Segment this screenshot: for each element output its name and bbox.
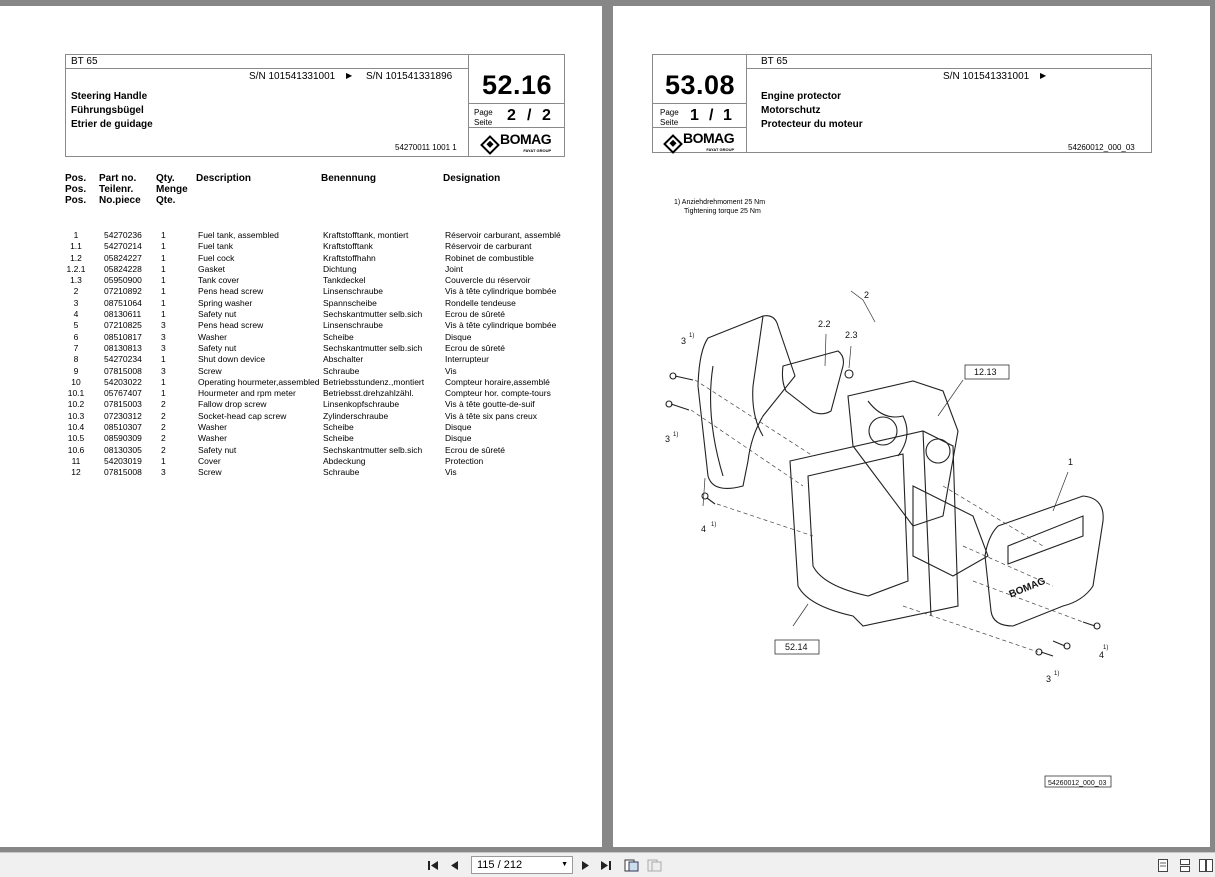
cell-qty: 2: [161, 444, 166, 455]
cell-des: Ecrou de sûreté: [445, 342, 506, 353]
cell-qty: 2: [161, 410, 166, 421]
cell-part: 08510307: [104, 422, 142, 433]
cell-pos: 10: [71, 376, 81, 387]
col-description: Description: [196, 173, 252, 184]
cell-part: 54203022: [104, 376, 142, 387]
cell-qty: 1: [161, 388, 166, 399]
cell-ben: Sechskantmutter selb.sich: [323, 444, 423, 455]
cell-ben: Schraube: [323, 467, 360, 478]
page-label-en: Page: [474, 108, 493, 117]
cell-des: Vis à tête cylindrique bombée: [445, 320, 557, 331]
cell-pos: 3: [73, 297, 79, 308]
col-qty: Qty. Menge Qte.: [156, 173, 188, 206]
cell-des: Couvercle du réservoir: [445, 275, 531, 286]
cell-desc: Spring washer: [198, 297, 253, 308]
cell-qty: 3: [161, 342, 166, 353]
callout-3b: 3: [665, 434, 671, 444]
cell-part: 07815008: [104, 467, 142, 478]
cell-part: 08590309: [104, 433, 142, 444]
page-total: 1: [723, 107, 732, 124]
cell-pos: 5: [73, 320, 79, 331]
cell-pos: 2: [73, 286, 79, 297]
callout-2-3: 2.3: [845, 330, 858, 340]
cell-ben: Abdeckung: [323, 455, 366, 466]
cell-des: Protection: [445, 455, 484, 466]
col-part-no: Part no. Teilenr. No.piece: [99, 173, 141, 206]
left-shell: [698, 316, 795, 489]
cell-part: 05767407: [104, 388, 142, 399]
model-label: BT 65: [761, 56, 788, 67]
single-page-view-icon[interactable]: [1156, 858, 1170, 872]
svg-text:1): 1): [1103, 645, 1109, 651]
callout-1: 1: [1068, 457, 1074, 467]
callout-4a: 4: [701, 524, 707, 534]
callout-4b: 4: [1099, 650, 1105, 660]
continuous-view-icon[interactable]: [1178, 858, 1192, 872]
svg-text:1): 1): [689, 333, 695, 339]
prev-page-icon[interactable]: [448, 858, 462, 872]
serial-arrow: ▶: [346, 71, 353, 80]
cell-ben: Sechskantmutter selb.sich: [323, 309, 423, 320]
cell-des: Robinet de combustible: [445, 252, 534, 263]
cell-pos: 9: [73, 365, 79, 376]
cell-part: 08130305: [104, 444, 142, 455]
cell-part: 54270236: [104, 230, 142, 240]
page-current: 1: [690, 107, 699, 124]
cell-ben: Spannscheibe: [323, 297, 377, 308]
col-benennung: Benennung: [321, 173, 376, 184]
bomag-logo: BOMAG FAYAT GROUP: [666, 132, 734, 156]
cell-ben: Kraftstofftank, montiert: [323, 230, 409, 240]
cell-pos: 7: [73, 342, 79, 353]
cover-brand-mark: BOMAG: [1007, 575, 1048, 601]
cell-part: 07230312: [104, 410, 142, 421]
col-designation: Designation: [443, 173, 501, 184]
cell-desc: Safety nut: [198, 444, 237, 455]
cell-ben: Kraftstoffhahn: [323, 252, 376, 263]
cell-qty: 2: [161, 433, 166, 444]
cell-qty: 3: [161, 365, 166, 376]
cell-pos: 6: [73, 331, 79, 342]
cell-pos: 10.3: [67, 410, 85, 421]
cell-desc: Gasket: [198, 263, 225, 274]
cell-qty: 3: [161, 320, 166, 331]
cell-desc: Fuel tank, assembled: [198, 230, 279, 240]
cell-qty: 1: [161, 263, 166, 274]
cell-part: 08510817: [104, 331, 142, 342]
cell-desc: Washer: [198, 433, 227, 444]
cell-ben: Betriebsstundenz.,montiert: [323, 376, 425, 387]
pdf-toolbar: [0, 852, 1215, 877]
left-page: [0, 6, 602, 847]
cell-ben: Schraube: [323, 365, 360, 376]
callout-3a: 3: [681, 336, 687, 346]
cell-part: 08751064: [104, 297, 142, 308]
cell-desc: Fallow drop screw: [198, 399, 267, 410]
cell-des: Ecrou de sûreté: [445, 309, 506, 320]
cell-des: Rondelle tendeuse: [445, 297, 516, 308]
cell-desc: Pens head screw: [198, 286, 264, 297]
svg-text:1): 1): [673, 432, 679, 438]
page-current: 2: [507, 107, 516, 124]
go-back-icon[interactable]: [623, 858, 639, 872]
cell-qty: 3: [161, 331, 166, 342]
cell-ben: Zylinderschraube: [323, 410, 389, 421]
cell-qty: 1: [161, 241, 166, 252]
cell-pos: 12: [71, 467, 81, 478]
cell-des: Vis: [445, 365, 457, 376]
serial-from: S/N 101541331001: [943, 71, 1030, 82]
cell-part: 54203019: [104, 455, 142, 466]
cell-desc: Safety nut: [198, 309, 237, 320]
cell-qty: 1: [161, 297, 166, 308]
serial-from: S/N 101541331001: [249, 71, 336, 82]
cell-qty: 1: [161, 275, 166, 286]
model-label: BT 65: [71, 56, 98, 67]
cell-ben: Sechskantmutter selb.sich: [323, 342, 423, 353]
page-label-en: Page: [660, 108, 679, 117]
svg-text:1): 1): [1054, 671, 1060, 677]
cell-desc: Operating hourmeter,assembled: [198, 376, 320, 387]
cell-part: 08130813: [104, 342, 142, 353]
cell-des: Disque: [445, 433, 472, 444]
page-label-de: Seite: [660, 118, 679, 127]
cell-ben: Linsenschraube: [323, 320, 384, 331]
cell-des: Disque: [445, 422, 472, 433]
cell-part: 05950900: [104, 275, 142, 286]
cell-part: 08130611: [104, 309, 142, 320]
title-en: Engine protector: [761, 91, 842, 102]
cell-ben: Scheibe: [323, 422, 354, 433]
cell-pos: 10.1: [67, 388, 85, 399]
cell-desc: Socket-head cap screw: [198, 410, 287, 421]
cell-part: 07210892: [104, 286, 142, 297]
title-de: Motorschutz: [761, 105, 821, 116]
cell-des: Disque: [445, 331, 472, 342]
engine-protector-diagram: [613, 186, 1210, 806]
cell-des: Vis à tête goutte-de-suif: [445, 399, 535, 410]
cell-ben: Scheibe: [323, 433, 354, 444]
cell-part: 05824228: [104, 263, 142, 274]
torque-note: 1) Anziehdrehmoment 25 Nm Tightening torque 25 Nm: [674, 199, 766, 215]
col-pos: Pos. Pos. Pos.: [65, 173, 87, 206]
callout-3c: 3: [1046, 674, 1052, 684]
cell-part: 54270214: [104, 241, 142, 252]
cell-ben: Abschalter: [323, 354, 364, 365]
cell-des: Compteur horaire,assemblé: [445, 376, 550, 387]
cell-pos: 8: [73, 354, 79, 365]
cell-desc: Screw: [198, 365, 222, 376]
cell-des: Vis à tête cylindrique bombée: [445, 286, 557, 297]
next-page-icon[interactable]: [578, 858, 592, 872]
group-number: 53.08: [665, 70, 736, 100]
cell-pos: 10.4: [67, 422, 85, 433]
cell-ben: Linsenkopfschraube: [323, 399, 400, 410]
cell-desc: Tank cover: [198, 275, 240, 286]
page-label-de: Seite: [474, 118, 493, 127]
cell-ben: Kraftstofftank: [323, 241, 373, 252]
cell-part: 05824227: [104, 252, 142, 263]
cell-pos: 10.5: [67, 433, 85, 444]
cell-des: Joint: [445, 263, 463, 274]
callout-52-14: 52.14: [785, 642, 808, 652]
cell-desc: Cover: [198, 455, 221, 466]
cell-pos: 4: [73, 309, 79, 320]
cell-des: Compteur hor. compte-tours: [445, 388, 551, 399]
cell-desc: Safety nut: [198, 342, 237, 353]
cell-qty: 1: [161, 309, 166, 320]
callout-2-2: 2.2: [818, 319, 831, 329]
cell-desc: Hourmeter and rpm meter: [198, 388, 296, 399]
callout-12-13: 12.13: [974, 367, 997, 377]
right-page: [613, 6, 1210, 847]
left-header-box: [65, 54, 565, 157]
cell-pos: 11: [71, 455, 81, 466]
cell-ben: Dichtung: [323, 263, 357, 274]
cell-qty: 2: [161, 422, 166, 433]
title-en: Steering Handle: [71, 91, 148, 102]
cell-des: Réservoir carburant, assemblé: [445, 230, 561, 240]
svg-text:1): 1): [711, 522, 717, 528]
page-selector[interactable]: 115 / 212 ▼: [471, 856, 573, 874]
cell-ben: Scheibe: [323, 331, 354, 342]
cell-qty: 1: [161, 252, 166, 263]
cell-qty: 1: [161, 354, 166, 365]
cell-desc: Shut down device: [198, 354, 266, 365]
title-de: Führungsbügel: [71, 105, 144, 116]
go-forward-icon[interactable]: [646, 858, 662, 872]
cell-ben: Betriebsst.drehzahlzähl.: [323, 388, 414, 399]
cell-desc: Washer: [198, 331, 227, 342]
cell-desc: Fuel tank: [198, 241, 233, 252]
cell-qty: 1: [161, 376, 166, 387]
cell-des: Ecrou de sûreté: [445, 444, 506, 455]
cell-pos: 1.2.1: [66, 263, 86, 274]
cell-pos: 1.3: [70, 275, 82, 286]
cell-qty: 2: [161, 399, 166, 410]
serial-to: S/N 101541331896: [366, 71, 453, 82]
doc-ref: 54260012_000_03: [1068, 143, 1135, 152]
cell-ben: Tankdeckel: [323, 275, 366, 286]
plate: [782, 351, 843, 414]
cell-part: 07815008: [104, 365, 142, 376]
cell-part: 07815003: [104, 399, 142, 410]
cell-qty: 1: [161, 286, 166, 297]
cell-part: 07210825: [104, 320, 142, 331]
callout-2: 2: [864, 290, 870, 300]
cell-des: Vis à tête six pans creux: [445, 410, 537, 421]
right-header-box: [652, 54, 1152, 153]
cell-pos: 10.2: [67, 399, 85, 410]
cell-des: Réservoir de carburant: [445, 241, 532, 252]
first-page-icon[interactable]: [426, 858, 440, 872]
doc-ref: 54270011 1001 1: [395, 143, 457, 152]
cell-desc: Washer: [198, 422, 227, 433]
right-cover: [985, 496, 1103, 626]
title-fr: Protecteur du moteur: [761, 119, 863, 130]
cell-pos: 1: [73, 230, 79, 240]
page-total: 2: [542, 107, 551, 124]
cell-pos: 1.1: [70, 241, 82, 252]
cell-part: 54270234: [104, 354, 142, 365]
cell-desc: Pens head screw: [198, 320, 264, 331]
two-page-view-icon[interactable]: [1198, 858, 1214, 872]
cell-qty: 3: [161, 467, 166, 478]
group-number: 52.16: [482, 70, 553, 100]
cell-des: Interrupteur: [445, 354, 489, 365]
title-fr: Etrier de guidage: [71, 119, 153, 130]
cell-desc: Screw: [198, 467, 222, 478]
diagram-ref: 54260012_000_03: [1048, 780, 1107, 787]
cell-desc: Fuel cock: [198, 252, 235, 263]
cell-qty: 1: [161, 455, 166, 466]
bomag-logo: BOMAG FAYAT GROUP: [483, 133, 551, 157]
cell-ben: Linsenschraube: [323, 286, 384, 297]
page-sep: /: [709, 107, 714, 124]
serial-arrow: ▶: [1040, 71, 1047, 80]
last-page-icon[interactable]: [599, 858, 613, 872]
page-sep: /: [527, 107, 532, 124]
cell-qty: 1: [161, 230, 166, 240]
cell-des: Vis: [445, 467, 457, 478]
cell-pos: 1.2: [70, 252, 82, 263]
cell-pos: 10.6: [67, 444, 85, 455]
